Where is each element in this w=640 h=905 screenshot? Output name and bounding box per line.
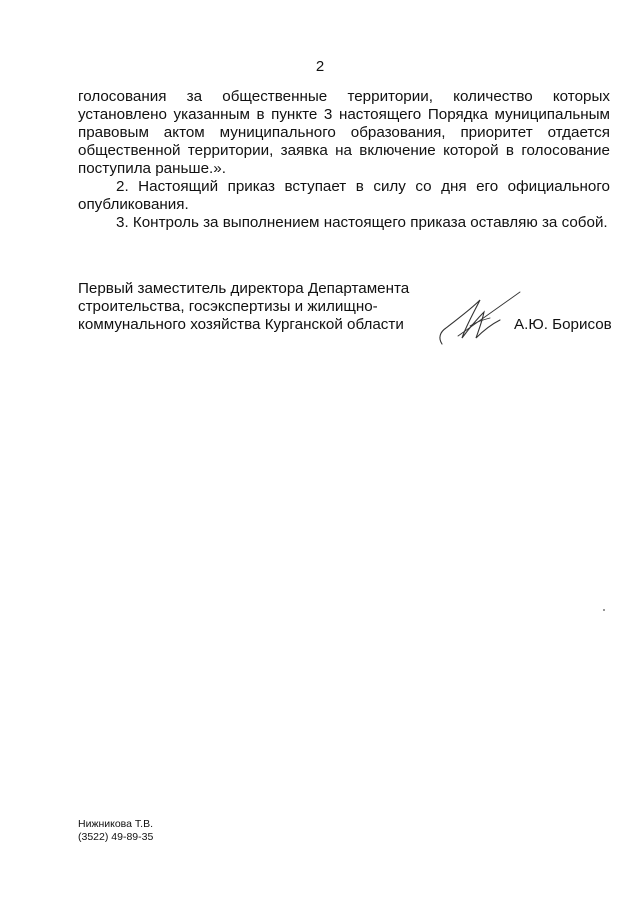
signatory-position-line: Первый заместитель директора Департамента [78, 280, 410, 297]
scan-speck [603, 609, 605, 611]
signatory-position-line: коммунального хозяйства Курганской области [78, 316, 404, 333]
signatory-position [78, 280, 418, 334]
executor-name: Нижникова Т.В. [78, 818, 153, 830]
document-body [78, 88, 610, 232]
paragraph-continuation: голосования за общественные территории, количество которых установлено указанным в пункте 3 настоящего Порядка муниципальным правовым актом муниципального образования, приоритет отдается общественной территории, заявка на включение которой в голосование поступила раньше.». [78, 88, 610, 177]
executor-info [78, 818, 153, 844]
executor-phone: (3522) 49-89-35 [78, 831, 154, 843]
paragraph-item-3: 3. Контроль за выполнением настоящего приказа оставляю за собой. [116, 214, 608, 231]
signatory-name: А.Ю. Борисов [514, 316, 612, 333]
signatory-position-line: строительства, госэкспертизы и жилищно- [78, 298, 378, 315]
handwritten-signature [434, 286, 524, 352]
page-number: 2 [315, 58, 325, 75]
paragraph-item-2: 2. Настоящий приказ вступает в силу со дня его официального опубликования. [78, 178, 610, 213]
